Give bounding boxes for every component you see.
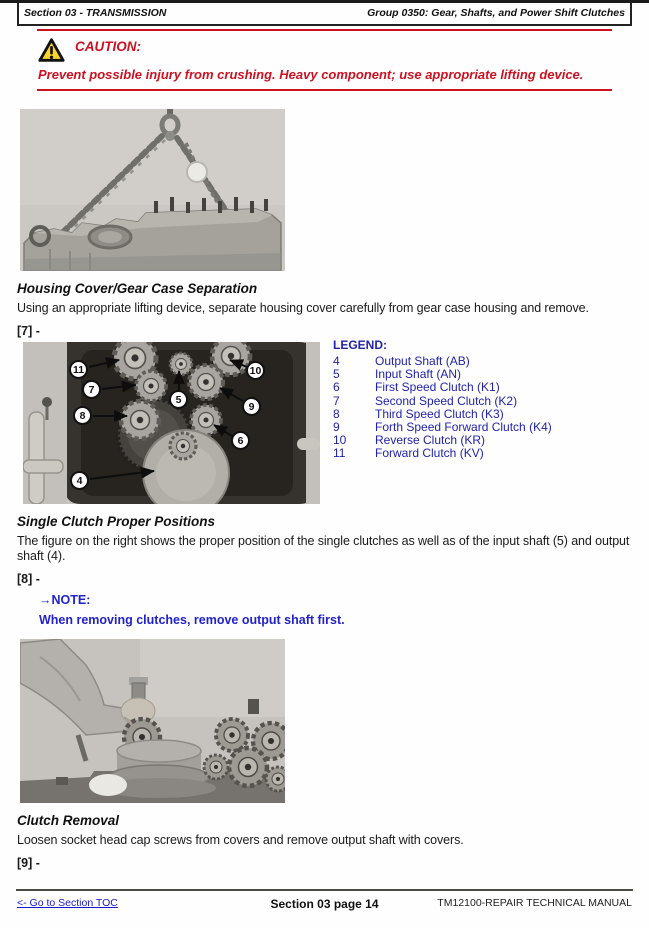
clutch-positions-illustration <box>23 342 320 504</box>
legend-label: Input Shaft (AN) <box>375 367 462 382</box>
callout-11: 11 <box>69 360 88 379</box>
header-section-title: Section 03 - TRANSMISSION <box>24 7 167 19</box>
note-label: →NOTE: <box>39 593 91 607</box>
footer-row <box>17 897 632 913</box>
caution-label: CAUTION: <box>75 39 141 54</box>
legend-title: LEGEND: <box>333 338 387 352</box>
callout-8: 8 <box>73 406 92 425</box>
warning-triangle-icon <box>38 38 65 63</box>
clutch-removal-illustration <box>20 639 285 803</box>
figure-clutch-positions-photo <box>23 342 320 504</box>
legend-row <box>333 381 552 394</box>
legend-num: 11 <box>333 446 346 461</box>
legend-label: Forward Clutch (KV) <box>375 446 484 461</box>
note-block <box>39 593 649 627</box>
legend-num: 5 <box>333 367 340 382</box>
legend-num: 10 <box>333 433 347 448</box>
figure2-body-text: The figure on the right shows the proper position of the single clutches as well as of the input shaft (5) and output shaft (4). <box>17 534 630 563</box>
shop-rag <box>89 774 127 796</box>
housing-cover-illustration <box>20 109 285 271</box>
step-8-label: [8] - <box>17 572 40 586</box>
caution-rule-top <box>37 29 612 31</box>
callout-9: 9 <box>242 397 261 416</box>
figure-housing-cover-photo <box>20 109 285 271</box>
footer-page-label: Section 03 page 14 <box>270 897 379 911</box>
caution-header <box>38 38 649 63</box>
callout-10: 10 <box>246 361 265 380</box>
figure2-row <box>23 338 649 504</box>
legend-label: Reverse Clutch (KR) <box>375 433 486 448</box>
legend <box>333 338 552 461</box>
legend-label: Output Shaft (AB) <box>375 354 470 368</box>
legend-num: 4 <box>333 354 340 368</box>
figure1-body-text: Using an appropriate lifting device, separate housing cover carefully from gear case housing and remove. <box>17 301 589 315</box>
legend-label: Third Speed Clutch (K3) <box>375 406 504 421</box>
legend-row <box>333 395 552 408</box>
figure3-body-text: Loosen socket head cap screws from covers and remove output shaft with covers. <box>17 833 464 847</box>
figure3-caption: Clutch Removal <box>17 813 120 828</box>
note-message: When removing clutches, remove output shaft first. <box>39 613 345 627</box>
legend-num: 6 <box>333 380 340 395</box>
step-7-label: [7] - <box>17 324 40 338</box>
legend-num: 9 <box>333 420 340 435</box>
page-footer <box>0 889 649 913</box>
callout-7: 7 <box>82 380 101 399</box>
legend-num: 8 <box>333 406 340 421</box>
figure-clutch-removal-photo <box>20 639 285 803</box>
legend-row <box>333 447 552 460</box>
legend-label: Second Speed Clutch (K2) <box>375 393 518 408</box>
step-9-label: [9] - <box>17 856 40 870</box>
callout-5: 5 <box>169 390 188 409</box>
callout-4: 4 <box>70 471 89 490</box>
callout-6: 6 <box>231 431 250 450</box>
go-to-section-toc-link[interactable]: <- Go to Section TOC <box>17 897 118 909</box>
figure2-caption: Single Clutch Proper Positions <box>17 514 216 529</box>
legend-label: Forth Speed Forward Clutch (K4) <box>375 420 552 435</box>
footer-divider <box>16 889 633 891</box>
figure1-caption: Housing Cover/Gear Case Separation <box>17 281 258 296</box>
caution-rule-bottom <box>37 89 612 91</box>
footer-manual-label: TM12100-REPAIR TECHNICAL MANUAL <box>437 897 632 909</box>
caution-message: Prevent possible injury from crushing. Heavy component; use appropriate lifting device. <box>38 67 584 82</box>
header-group-title: Group 0350: Gear, Shafts, and Power Shift Clutches <box>367 7 625 19</box>
legend-num: 7 <box>333 393 340 408</box>
legend-label: First Speed Clutch (K1) <box>375 380 500 395</box>
page-header <box>17 3 632 26</box>
